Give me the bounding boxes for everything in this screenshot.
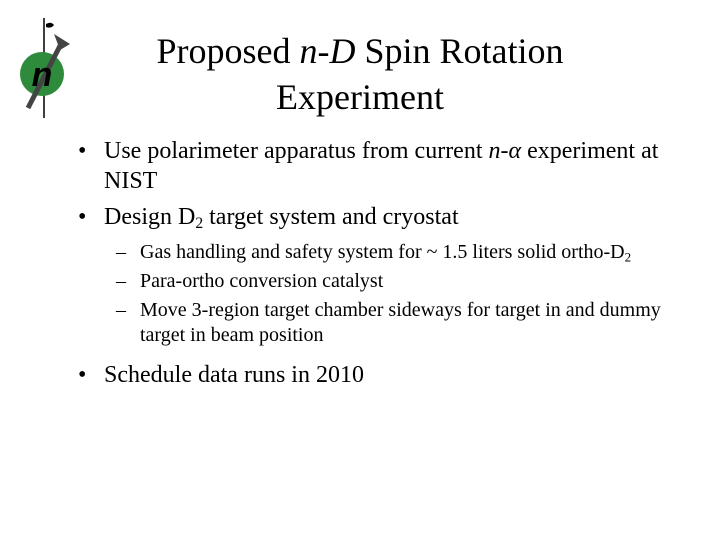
sub-bullet-dash-icon: – xyxy=(116,241,126,263)
bullet-list xyxy=(78,136,678,396)
bullet-polarimeter: • Use polarimeter apparatus from current n-α experiment at NIST xyxy=(78,138,659,194)
bullet-dot-icon: • xyxy=(78,362,87,388)
sub-bullet-dash-icon: – xyxy=(116,270,126,292)
bullet-dot-icon: • xyxy=(78,204,87,230)
bullet-schedule: • Schedule data runs in 2010 xyxy=(78,362,364,388)
bullet-dot-icon: • xyxy=(78,138,87,164)
sub-bullet-move-chamber: – Move 3-region target chamber sideways for target in and dummy target in beam position xyxy=(116,299,661,346)
slide-title xyxy=(100,28,620,120)
title-line-2: Experiment xyxy=(276,77,444,117)
title-line-1: Proposed n-D Spin Rotation xyxy=(156,31,564,71)
neutron-spin-logo-icon xyxy=(8,12,78,122)
sub-bullet-dash-icon: – xyxy=(116,299,126,321)
sub-bullet-catalyst: – Para-ortho conversion catalyst xyxy=(116,270,384,292)
logo-tail-icon xyxy=(46,23,54,28)
sub-bullet-gas-handling: – Gas handling and safety system for ~ 1.5 liters solid ortho-$D_2$ xyxy=(116,241,632,265)
logo-letter: n xyxy=(31,56,53,94)
bullet-design-target: • Design $D_2$ target system and cryostat xyxy=(78,204,459,232)
